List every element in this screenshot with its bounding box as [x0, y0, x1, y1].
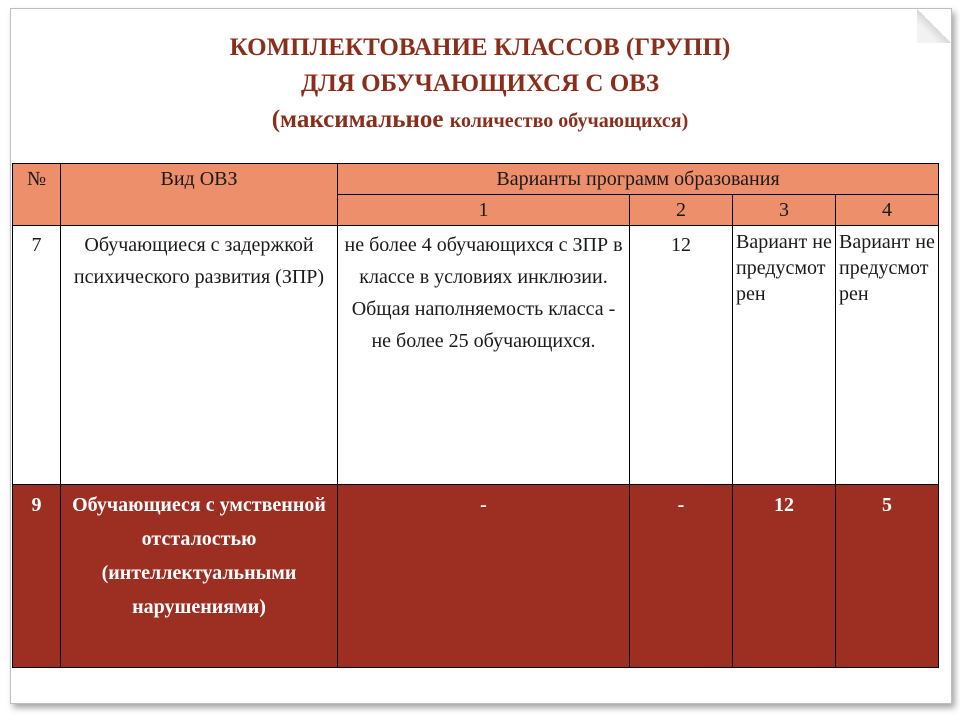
- row-num: 9: [13, 485, 61, 668]
- header-variant-1: 1: [338, 195, 630, 226]
- header-variants: Варианты программ образования: [338, 164, 939, 195]
- slide-title: [10, 30, 950, 139]
- header-variant-4: 4: [836, 195, 939, 226]
- row-type: Обучающиеся с задержкой психического развития (ЗПР): [61, 226, 338, 485]
- header-row-1: [13, 164, 939, 195]
- title-line-1: КОМПЛЕКТОВАНИЕ КЛАССОВ (ГРУПП): [229, 34, 731, 61]
- row-num: 7: [13, 226, 61, 485]
- row-variant-2: -: [630, 485, 733, 668]
- title-line-3-main: (максимальное: [271, 106, 444, 133]
- row-variant-1: не более 4 обучающихся с ЗПР в классе в условиях инклюзии. Общая наполняемость класса - не более 25 обучающихся.: [338, 226, 630, 485]
- header-variant-2: 2: [630, 195, 733, 226]
- table-row-highlighted: [13, 485, 939, 668]
- header-type: Вид ОВЗ: [61, 164, 338, 226]
- table-row: [13, 226, 939, 485]
- title-line-3-rest: количество обучающихся): [449, 110, 689, 132]
- header-variant-3: 3: [733, 195, 836, 226]
- row-variant-4: Вариант не предусмотрен: [836, 226, 939, 485]
- row-variant-4: 5: [836, 485, 939, 668]
- title-line-3: [10, 102, 950, 139]
- row-variant-1: -: [338, 485, 630, 668]
- row-variant-2: 12: [630, 226, 733, 485]
- classes-table: [12, 163, 939, 668]
- row-type: Обучающиеся с умственной отсталостью (интеллектуальными нарушениями): [61, 485, 338, 668]
- row-variant-3: Вариант не предусмотрен: [733, 226, 836, 485]
- row-variant-3: 12: [733, 485, 836, 668]
- header-num: №: [13, 164, 61, 226]
- title-line-2: ДЛЯ ОБУЧАЮЩИХСЯ С ОВЗ: [300, 70, 660, 97]
